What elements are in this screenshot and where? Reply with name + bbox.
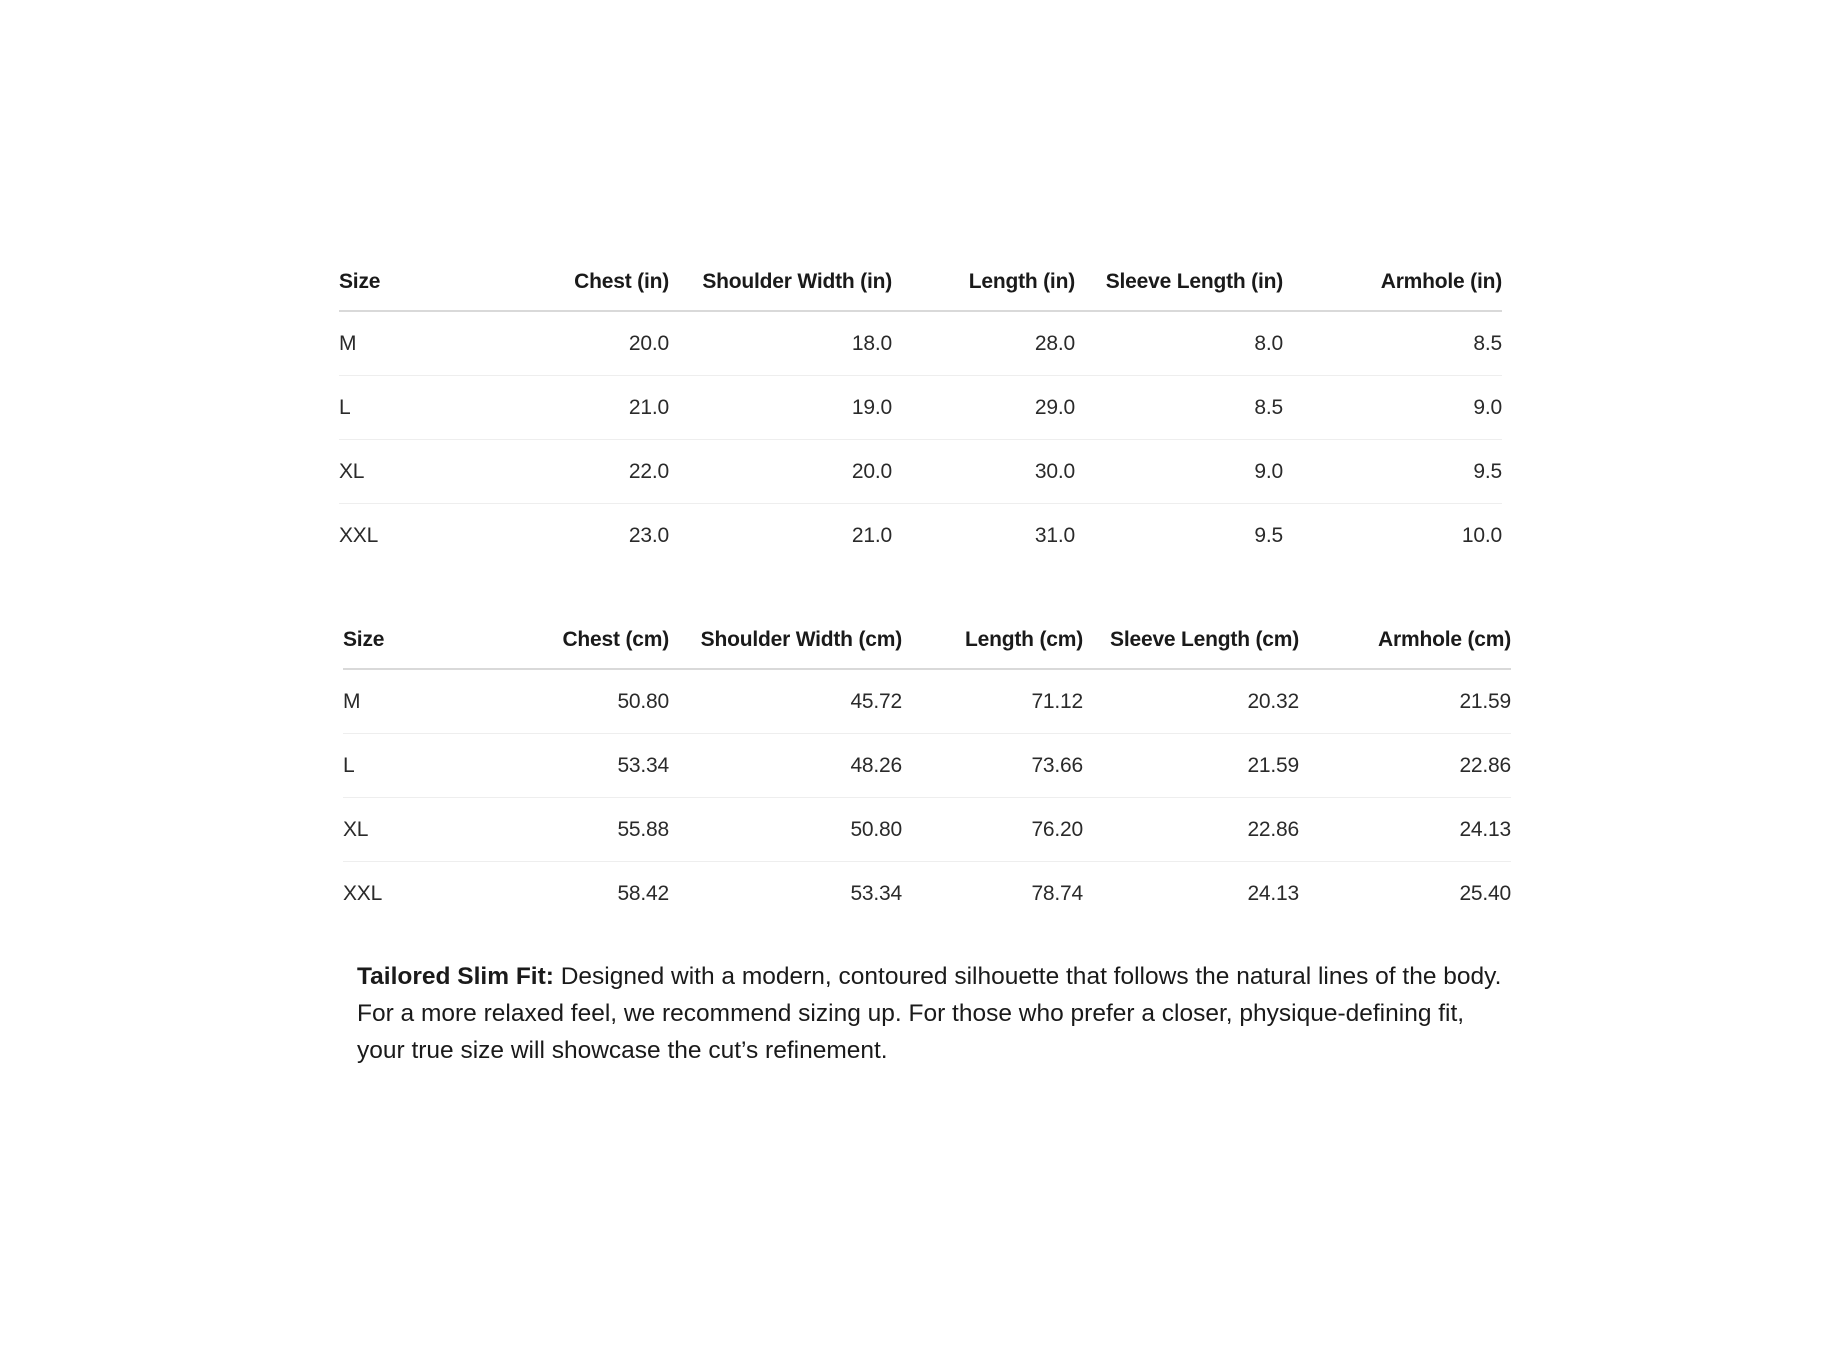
table-row	[343, 798, 1511, 862]
cell-armhole: 24.13	[1299, 798, 1511, 862]
cell-size: M	[339, 311, 479, 376]
table-row	[343, 669, 1511, 734]
table-row	[339, 376, 1502, 440]
cell-size: XL	[339, 440, 479, 504]
table-row	[343, 862, 1511, 926]
cell-chest: 58.42	[617, 881, 669, 905]
header-size: Size	[339, 254, 479, 311]
cell-armhole: 10.0	[1461, 523, 1502, 547]
header-shoulder-width: Shoulder Width (cm)	[669, 612, 902, 669]
table-row	[343, 734, 1511, 798]
cell-armhole: 22.86	[1299, 734, 1511, 798]
cell-armhole: 25.40	[1459, 881, 1511, 905]
cell-shoulder-width: 18.0	[669, 311, 892, 376]
cell-shoulder-width: 19.0	[669, 376, 892, 440]
header-sleeve-length: Sleeve Length (in)	[1075, 254, 1283, 311]
cell-armhole: 9.5	[1283, 440, 1502, 504]
cell-length: 30.0	[892, 440, 1075, 504]
table-row	[339, 504, 1502, 568]
header-chest: Chest (cm)	[483, 612, 669, 669]
cell-size: XXL	[339, 523, 379, 547]
header-length: Length (cm)	[902, 612, 1083, 669]
header-sleeve-length: Sleeve Length (cm)	[1083, 612, 1299, 669]
table-header-row	[339, 254, 1502, 311]
table-header-row	[343, 612, 1511, 669]
cell-length: 73.66	[902, 734, 1083, 798]
cell-size: M	[343, 669, 483, 734]
fit-title: Tailored Slim Fit:	[357, 963, 554, 990]
cell-armhole: 9.0	[1283, 376, 1502, 440]
header-shoulder-width: Shoulder Width (in)	[669, 254, 892, 311]
cell-shoulder-width: 50.80	[669, 798, 902, 862]
cell-chest: 20.0	[479, 311, 669, 376]
cell-length: 28.0	[892, 311, 1075, 376]
fit-body: Designed with a modern, contoured silhouette that follows the natural lines of the body. For a more relaxed feel, we recommend sizing up. For those who prefer a closer, physique-defining fit, your true size will showcase the cut’s refinement.	[357, 963, 1502, 1064]
cell-length: 31.0	[1034, 523, 1075, 547]
cell-sleeve-length: 20.32	[1083, 669, 1299, 734]
cell-sleeve-length: 9.0	[1075, 440, 1283, 504]
cell-sleeve-length: 8.0	[1075, 311, 1283, 376]
cell-sleeve-length: 24.13	[1247, 881, 1299, 905]
fit-description	[357, 958, 1517, 1069]
cell-chest: 55.88	[483, 798, 669, 862]
header-chest: Chest (in)	[479, 254, 669, 311]
cell-size: XXL	[343, 881, 383, 905]
cell-shoulder-width: 48.26	[669, 734, 902, 798]
cell-length: 76.20	[902, 798, 1083, 862]
cell-chest: 50.80	[483, 669, 669, 734]
cell-armhole: 21.59	[1299, 669, 1511, 734]
header-armhole: Armhole (cm)	[1299, 612, 1511, 669]
cell-size: XL	[343, 798, 483, 862]
header-size: Size	[343, 612, 483, 669]
header-armhole: Armhole (in)	[1283, 254, 1502, 311]
cell-shoulder-width: 20.0	[669, 440, 892, 504]
cell-sleeve-length: 8.5	[1075, 376, 1283, 440]
cell-sleeve-length: 9.5	[1254, 523, 1283, 547]
size-chart-inches	[339, 254, 1502, 567]
cell-sleeve-length: 21.59	[1083, 734, 1299, 798]
cell-sleeve-length: 22.86	[1083, 798, 1299, 862]
cell-size: L	[343, 734, 483, 798]
cell-chest: 22.0	[479, 440, 669, 504]
cell-length: 29.0	[892, 376, 1075, 440]
cell-length: 71.12	[902, 669, 1083, 734]
cell-shoulder-width: 21.0	[851, 523, 892, 547]
cell-shoulder-width: 53.34	[850, 881, 902, 905]
size-chart-centimeters	[343, 612, 1511, 925]
cell-size: L	[339, 376, 479, 440]
cell-length: 78.74	[1031, 881, 1083, 905]
cell-shoulder-width: 45.72	[669, 669, 902, 734]
cell-chest: 21.0	[479, 376, 669, 440]
table-row	[339, 440, 1502, 504]
header-length: Length (in)	[892, 254, 1075, 311]
cell-armhole: 8.5	[1283, 311, 1502, 376]
cell-chest: 23.0	[628, 523, 669, 547]
table-row	[339, 311, 1502, 376]
cell-chest: 53.34	[483, 734, 669, 798]
